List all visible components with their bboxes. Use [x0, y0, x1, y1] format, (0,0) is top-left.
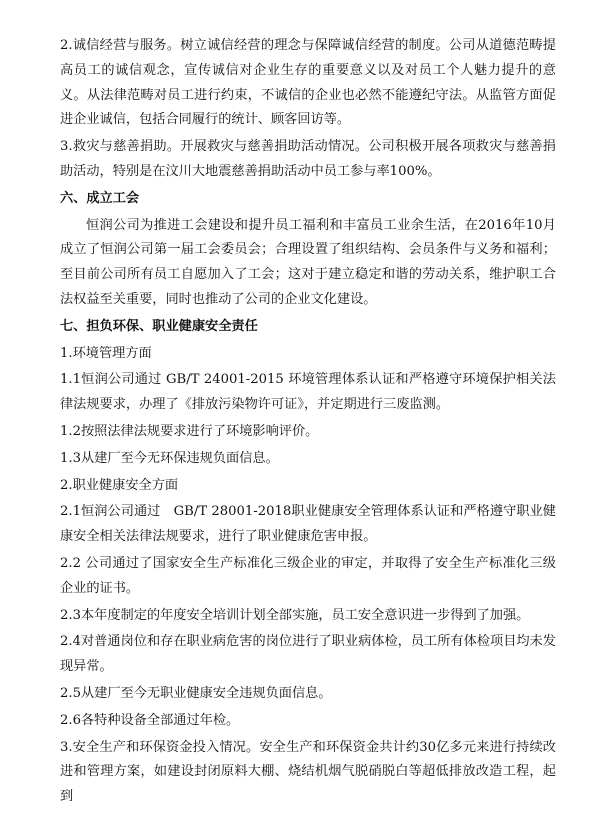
section-heading-union: 六、成立工会: [60, 190, 140, 206]
paragraph-1-3: 1.3从建厂至今无环保违规负面信息。: [60, 450, 279, 466]
paragraph-2-4: 2.4对普通岗位和存在职业病危害的岗位进行了职业病体检，员工所有体检项目均未发现异常。: [60, 634, 556, 675]
paragraph-1-1: 1.1恒润公司通过 GB/T 24001-2015 环境管理体系认证和严格遵守环境保护相关法律法规要求，办理了《排放污染物许可证》，并定期进行三废监测。: [60, 372, 556, 413]
paragraph-union: 恒润公司为推进工会建设和提升员工福利和丰富员工业余生活，在2016年10月成立了恒润公司第一届工会委员会；合理设置了组织结构、会员条件与义务和福利；至目前公司所有员工自愿加入了工会；这对于建立稳定和谐的劳动关系，维护职工合法权益至关重要，同时也推动了公司的企业文化建设。: [60, 217, 556, 307]
paragraph-2-6: 2.6各特种设备全部通过年检。: [60, 712, 240, 728]
paragraph-2-5: 2.5从建厂至今无职业健康安全违规负面信息。: [60, 685, 332, 701]
subheading-occupational-health: 2.职业健康安全方面: [60, 477, 179, 493]
paragraph-charity: 3.救灾与慈善捐助。开展救灾与慈善捐助活动情况。公司积极开展各项救灾与慈善捐助活动，特别是在汶川大地震慈善捐助活动中员工参与率100%。: [60, 139, 556, 179]
section-heading-environment-safety: 七、担负环保、职业健康安全责任: [60, 318, 258, 334]
paragraph-integrity: 2.诚信经营与服务。树立诚信经营的理念与保障诚信经营的制度。公司从道德范畴提高员工的诚信观念，宣传诚信对企业生存的重要意义以及对员工个人魅力提升的意义。从法律范畴对员工进行约束，不诚信的企业也必然不能遵纪守法。从监管方面促进企业诚信，包括合同履行的统计、顾客回访等。: [60, 38, 556, 128]
paragraph-2-1: 2.1恒润公司通过 GB/T 28001-2018职业健康安全管理体系认证和严格遵守职业健康安全相关法律法规要求，进行了职业健康危害申报。: [60, 504, 556, 545]
paragraph-3-investment: 3.安全生产和环保资金投入情况。安全生产和环保资金共计约30亿多元来进行持续改进和管理方案，如建设封闭原料大棚、烧结机烟气脱硝脱白等超低排放改造工程，起到: [60, 739, 556, 805]
paragraph-2-2: 2.2 公司通过了国家安全生产标准化三级企业的审定，并取得了安全生产标准化三级企业的证书。: [60, 555, 556, 596]
subheading-environment: 1.环境管理方面: [60, 345, 152, 361]
document-page: [60, 34, 556, 812]
paragraph-1-2: 1.2按照法律法规要求进行了环境影响评价。: [60, 423, 319, 439]
paragraph-2-3: 2.3本年度制定的年度安全培训计划全部实施，员工安全意识进一步得到了加强。: [60, 607, 530, 623]
